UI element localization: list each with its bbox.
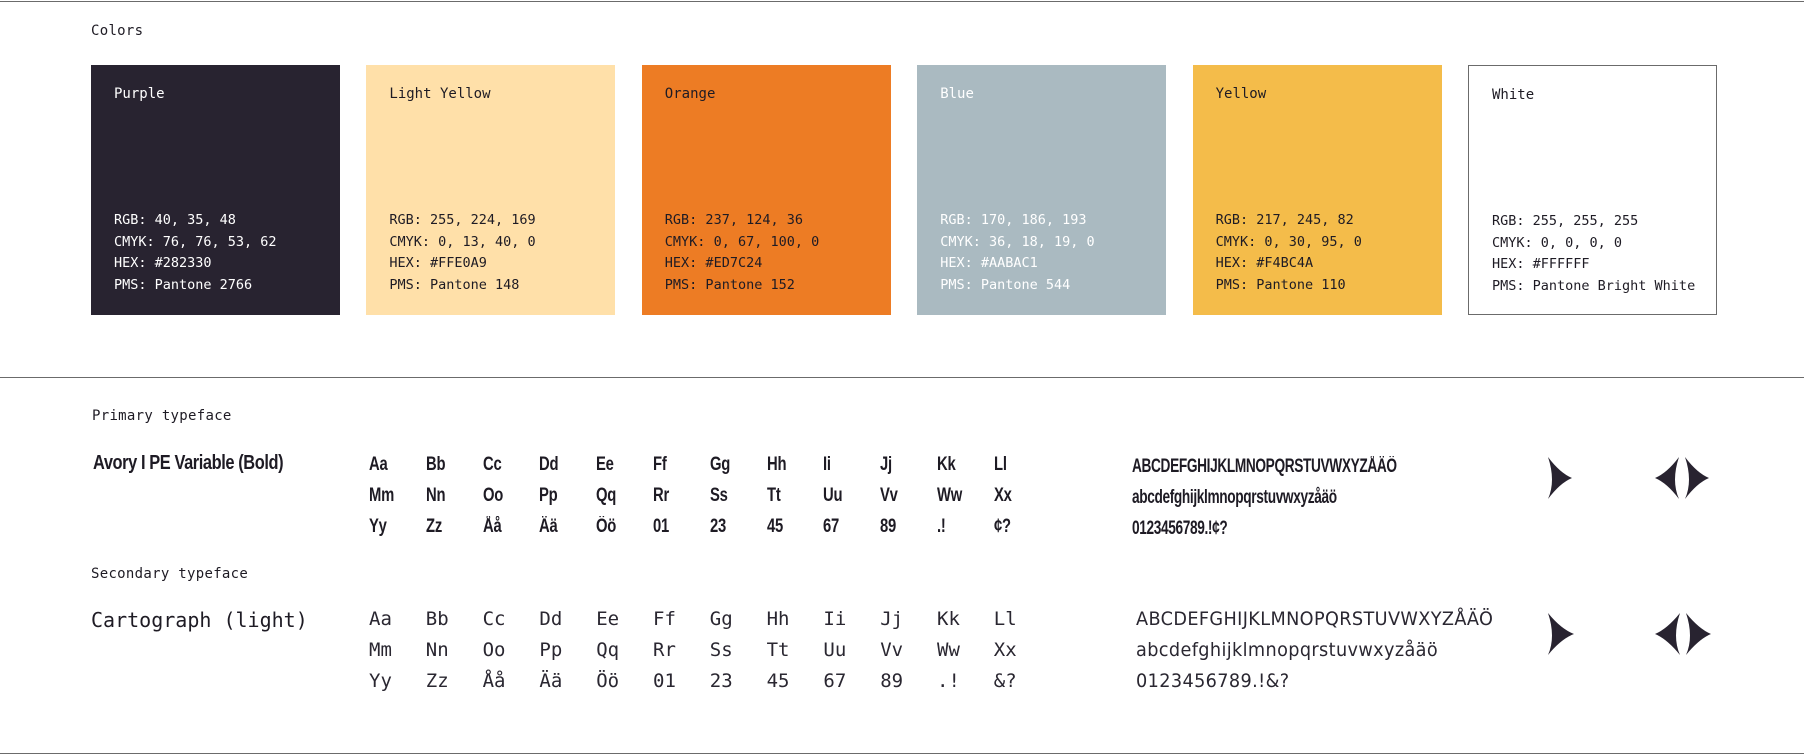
swatch-name: Purple bbox=[114, 86, 165, 102]
glyph-pair: Uu bbox=[823, 639, 847, 661]
glyph-pair: Vv bbox=[880, 485, 898, 506]
swatch-rgb: RGB: 170, 186, 193 bbox=[940, 212, 1087, 228]
glyph-pair: Ss bbox=[709, 639, 733, 661]
glyph-pair: Kk bbox=[937, 608, 960, 630]
swatch-cmyk: CMYK: 0, 67, 100, 0 bbox=[664, 233, 820, 250]
swatch-pms: PMS: Pantone Bright White bbox=[1492, 277, 1696, 294]
glyph-pair: Hh bbox=[766, 608, 790, 630]
swatch-specs bbox=[114, 210, 277, 296]
color-swatch bbox=[917, 65, 1166, 315]
glyph-pair: Öö bbox=[596, 516, 617, 537]
color-swatch bbox=[1193, 65, 1442, 315]
glyph-pair: Nn bbox=[425, 639, 449, 661]
primary-alphabet-sample bbox=[1132, 451, 1397, 544]
swatch-specs bbox=[1216, 210, 1362, 296]
glyph-pair: 67 bbox=[823, 670, 847, 692]
swatch-name: White bbox=[1492, 87, 1535, 103]
glyph-pair: Cc bbox=[482, 454, 502, 475]
glyph-pair: Ww bbox=[937, 485, 963, 506]
swatch-hex: HEX: #ED7C24 bbox=[664, 255, 763, 271]
color-swatch bbox=[91, 65, 340, 315]
glyph-pair: Ll bbox=[993, 454, 1007, 475]
glyph-pair: Oo bbox=[482, 639, 506, 661]
glyph-pair: &? bbox=[993, 670, 1017, 692]
glyph-pair: Rr bbox=[653, 639, 676, 661]
glyph-pair: Ää bbox=[539, 670, 563, 692]
secondary-alphabet-upper: ABCDEFGHIJKLMNOPQRSTUVWXYZÅÄÖ bbox=[1136, 608, 1494, 630]
glyph-pair: Åå bbox=[482, 670, 506, 692]
primary-typeface-name: Avory I PE Variable (Bold) bbox=[93, 452, 284, 474]
color-swatch bbox=[366, 65, 615, 315]
glyph-pair: Rr bbox=[653, 485, 670, 506]
swatch-hex: HEX: #FFFFFF bbox=[1492, 256, 1590, 272]
color-swatch bbox=[1468, 65, 1717, 315]
bottom-divider bbox=[0, 753, 1804, 754]
glyph-pair: Dd bbox=[539, 608, 563, 630]
swatch-specs bbox=[389, 210, 535, 296]
glyph-pair: Hh bbox=[766, 454, 786, 475]
swatch-name: Yellow bbox=[1215, 86, 1267, 102]
glyph-pair: 01 bbox=[653, 516, 670, 537]
secondary-alphabet-digits: 0123456789.!&? bbox=[1136, 670, 1290, 692]
glyph-pair: Zz bbox=[425, 670, 449, 692]
swatch-specs bbox=[665, 210, 819, 296]
glyph-pair: Ww bbox=[937, 639, 960, 661]
swatch-cmyk: CMYK: 36, 18, 19, 0 bbox=[940, 233, 1095, 250]
glyph-pair: Mm bbox=[369, 639, 392, 661]
swatch-hex: HEX: #282330 bbox=[114, 255, 212, 271]
secondary-alphabet-lower: abcdefghijklmnopqrstuvwxyzåäö bbox=[1136, 639, 1439, 661]
glyph-pair: Ee bbox=[596, 608, 620, 630]
glyph-pair: 23 bbox=[709, 670, 733, 692]
glyph-pair: Ää bbox=[539, 516, 558, 537]
glyph-pair: Aa bbox=[369, 608, 392, 630]
glyph-pair: Ee bbox=[596, 454, 614, 475]
glyph-pair: Qq bbox=[596, 485, 617, 506]
glyph-pair: Mm bbox=[369, 485, 395, 506]
color-swatch-grid bbox=[91, 65, 1717, 315]
colors-section-title: Colors bbox=[91, 23, 144, 39]
secondary-alphabet-sample bbox=[1136, 604, 1493, 697]
swatch-pms: PMS: Pantone 148 bbox=[389, 276, 520, 293]
swatch-name: Blue bbox=[940, 86, 974, 102]
glyph-pair: Ss bbox=[709, 485, 728, 506]
glyph-pair: Gg bbox=[709, 608, 733, 630]
glyph-pair: Kk bbox=[937, 454, 956, 475]
glyph-pair: 45 bbox=[766, 670, 790, 692]
swatch-specs bbox=[940, 210, 1094, 296]
glyph-pair: 23 bbox=[709, 516, 726, 537]
glyph-pair: ¢? bbox=[993, 516, 1011, 537]
swatch-rgb: RGB: 255, 255, 255 bbox=[1492, 213, 1639, 229]
glyph-pair: Cc bbox=[482, 608, 506, 630]
swatch-rgb: RGB: 255, 224, 169 bbox=[389, 212, 536, 228]
glyph-pair: 01 bbox=[653, 670, 676, 692]
glyph-pair: Gg bbox=[709, 454, 730, 475]
glyph-pair: Yy bbox=[369, 670, 392, 692]
color-swatch bbox=[642, 65, 891, 315]
glyph-pair: .! bbox=[937, 670, 960, 692]
glyph-pair: 67 bbox=[823, 516, 840, 537]
swatch-pms: PMS: Pantone 2766 bbox=[114, 276, 253, 293]
glyph-pair: Bb bbox=[425, 608, 449, 630]
glyph-pair: Bb bbox=[425, 454, 446, 475]
secondary-typeface-name: Cartograph (light) bbox=[91, 608, 308, 632]
glyph-pair: Oo bbox=[482, 485, 503, 506]
glyph-pair: Åå bbox=[482, 516, 502, 537]
glyph-pair: Xx bbox=[993, 485, 1012, 506]
glyph-pair: Nn bbox=[425, 485, 446, 506]
glyph-pair: Ff bbox=[653, 454, 667, 475]
swatch-rgb: RGB: 40, 35, 48 bbox=[114, 212, 236, 228]
glyph-pair: Ll bbox=[993, 608, 1017, 630]
swatch-name: Light Yellow bbox=[389, 86, 491, 102]
secondary-typeface-label: Secondary typeface bbox=[91, 566, 249, 582]
glyph-pair: Jj bbox=[880, 454, 893, 475]
glyph-pair: Ii bbox=[823, 608, 847, 630]
glyph-pair: Vv bbox=[880, 639, 904, 661]
swatch-pms: PMS: Pantone 110 bbox=[1215, 276, 1346, 293]
primary-alphabet-upper: ABCDEFGHIJKLMNOPQRSTUVWXYZÅÄÖ bbox=[1132, 456, 1397, 477]
glyph-pair: Qq bbox=[596, 639, 620, 661]
glyph-pair: Zz bbox=[425, 516, 442, 537]
glyph-pair: .! bbox=[937, 516, 946, 537]
glyph-pair: Aa bbox=[369, 454, 388, 475]
glyph-pair: Tt bbox=[766, 639, 790, 661]
glyph-pair: 89 bbox=[880, 670, 904, 692]
primary-alphabet-digits: 0123456789.!¢? bbox=[1132, 518, 1228, 539]
primary-typeface-label: Primary typeface bbox=[92, 408, 232, 424]
swatch-cmyk: CMYK: 0, 0, 0, 0 bbox=[1492, 234, 1623, 251]
glyph-pair: Yy bbox=[369, 516, 387, 537]
swatch-hex: HEX: #AABAC1 bbox=[940, 255, 1038, 271]
swatch-rgb: RGB: 217, 245, 82 bbox=[1215, 212, 1354, 228]
double-chevron-mark-icon bbox=[1652, 455, 1712, 501]
glyph-pair: Uu bbox=[823, 485, 843, 506]
chevron-mark-icon bbox=[1545, 611, 1577, 657]
swatch-specs bbox=[1492, 211, 1695, 297]
glyph-pair: Pp bbox=[539, 639, 563, 661]
swatch-cmyk: CMYK: 0, 30, 95, 0 bbox=[1215, 233, 1362, 250]
section-divider bbox=[0, 377, 1804, 378]
primary-alphabet-lower: abcdefghijklmnopqrstuvwxyzåäö bbox=[1132, 487, 1337, 508]
swatch-cmyk: CMYK: 76, 76, 53, 62 bbox=[114, 233, 277, 250]
chevron-mark-icon bbox=[1545, 455, 1575, 501]
swatch-pms: PMS: Pantone 152 bbox=[664, 276, 795, 293]
glyph-pair: 45 bbox=[766, 516, 783, 537]
swatch-cmyk: CMYK: 0, 13, 40, 0 bbox=[389, 233, 536, 250]
swatch-hex: HEX: #F4BC4A bbox=[1215, 255, 1314, 271]
top-divider bbox=[0, 1, 1804, 2]
double-chevron-mark-icon bbox=[1652, 611, 1714, 657]
swatch-rgb: RGB: 237, 124, 36 bbox=[664, 212, 803, 228]
glyph-pair: Ff bbox=[653, 608, 676, 630]
glyph-pair: Öö bbox=[596, 670, 620, 692]
glyph-pair: Jj bbox=[880, 608, 904, 630]
glyph-pair: 89 bbox=[880, 516, 897, 537]
swatch-pms: PMS: Pantone 544 bbox=[940, 276, 1071, 293]
glyph-pair: Dd bbox=[539, 454, 559, 475]
swatch-hex: HEX: #FFE0A9 bbox=[389, 255, 487, 271]
glyph-pair: Tt bbox=[766, 485, 781, 506]
glyph-pair: Ii bbox=[823, 454, 832, 475]
swatch-name: Orange bbox=[664, 86, 716, 102]
glyph-pair: Pp bbox=[539, 485, 558, 506]
glyph-pair: Xx bbox=[993, 639, 1017, 661]
